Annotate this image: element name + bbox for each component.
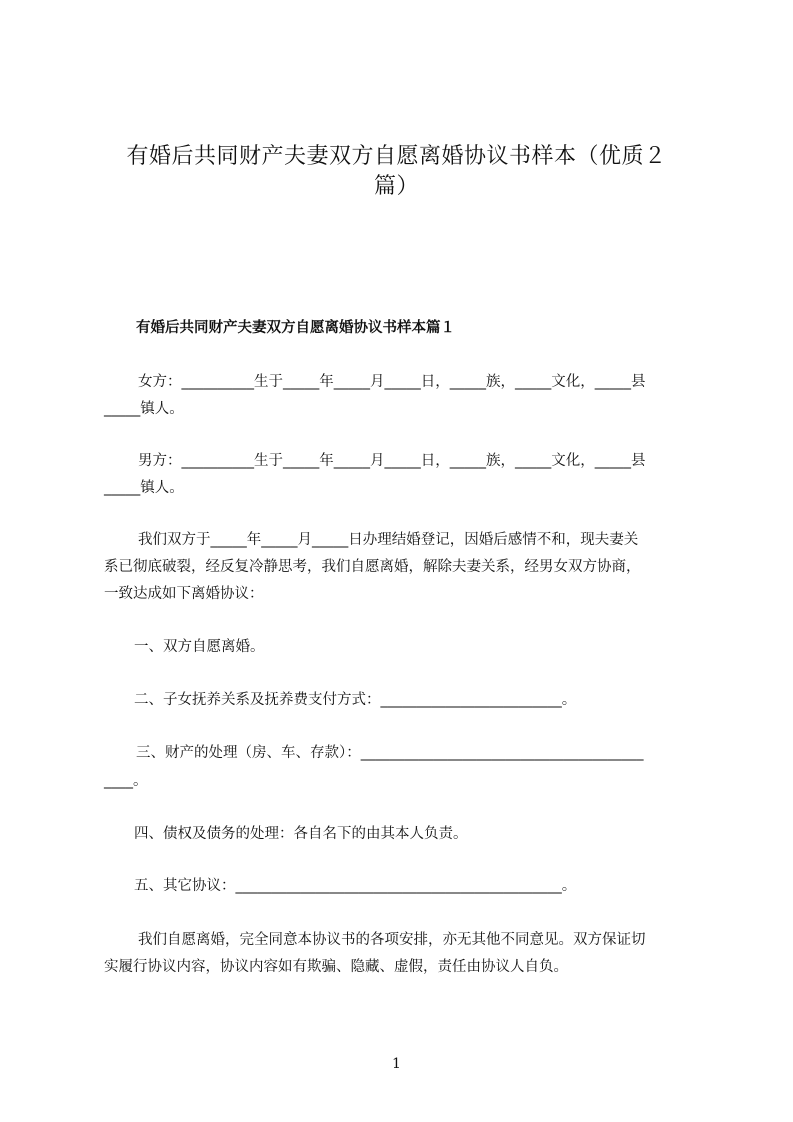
clause-3-line-1: 三、财产的处理（房、车、存款）：_______________________________________ (136, 745, 644, 761)
intro-line-2: 系已彻底破裂，经反复冷静思考，我们自愿离婚，解除夫妻关系，经男女双方协商， (104, 559, 641, 575)
female-info-line-1: 女方：__________生于_____年_____月_____日，_____族，_____文化，_____县 (138, 374, 646, 390)
title-line-1: 有婚后共同财产夫妻双方自愿离婚协议书样本（优质２ (126, 144, 667, 169)
clause-4: 四、债权及债务的处理：各自名下的由其本人负责。 (134, 826, 468, 842)
clause-2: 二、子女抚养关系及抚养费支付方式：_________________________。 (134, 692, 577, 708)
male-info-line-2: _____镇人。 (104, 480, 184, 496)
title-line-2: 篇） (373, 174, 419, 199)
section-heading: 有婚后共同财产夫妻双方自愿离婚协议书样本篇１ (136, 320, 455, 336)
male-info-line-1: 男方：__________生于_____年_____月_____日，_____族，_____文化，_____县 (138, 453, 646, 469)
clause-1: 一、双方自愿离婚。 (134, 639, 265, 655)
intro-line-1: 我们双方于_____年_____月_____日办理结婚登记，因婚后感情不和，现夫妻关 (138, 532, 639, 548)
clause-5: 五、其它协议：_____________________________________________。 (134, 878, 577, 894)
closing-line-2: 实履行协议内容，协议内容如有欺骗、隐藏、虚假，责任由协议人自负。 (104, 959, 568, 975)
closing-line-1: 我们自愿离婚，完全同意本协议书的各项安排，亦无其他不同意见。双方保证切 (138, 932, 646, 948)
document-title (60, 142, 733, 202)
clause-3-line-2: ____。 (104, 773, 148, 789)
intro-line-3: 一致达成如下离婚协议： (104, 586, 264, 602)
female-info-line-2: _____镇人。 (104, 401, 184, 417)
page-number: 1 (392, 1056, 401, 1072)
